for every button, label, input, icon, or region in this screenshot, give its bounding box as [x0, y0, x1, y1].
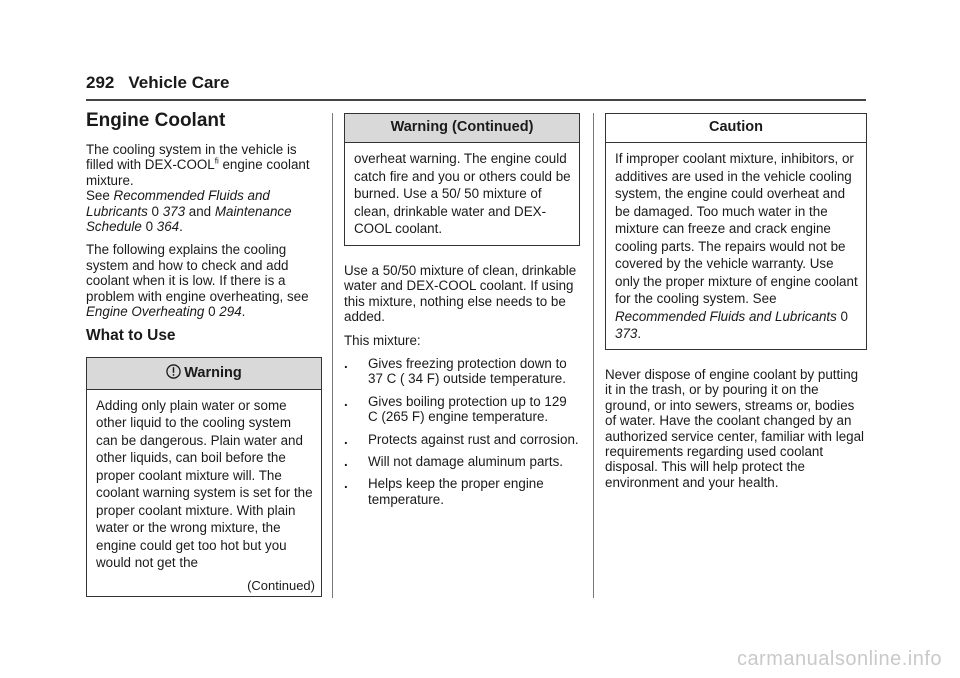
list-item: . Will not damage aluminum parts. [344, 453, 563, 469]
page-title: Engine Coolant [86, 110, 226, 131]
warning-continued-header: Warning (Continued) [345, 114, 579, 143]
list-item: . Protects against rust and corrosion. [344, 431, 579, 447]
caution-box [605, 113, 867, 350]
warning-body: Adding only plain water or some other liquid to the cooling system can be dangerous. Plain water and other liquids, can boil before the proper coolant mixture will. The coolant warning system is set for the proper coolant mixture. With plain water or the wrong mixture, the engine could get too hot but you would not get the [96, 397, 313, 571]
bullet: . [344, 453, 348, 469]
ref-link-maintenance[interactable]: Maintenance Schedule [86, 203, 292, 235]
list-item: . Helps keep the proper engine temperature. [344, 476, 544, 507]
warning-title: Warning [184, 365, 242, 382]
bullet: . [344, 393, 348, 409]
mixture-benefits-list [344, 356, 580, 507]
bullet: . [344, 476, 348, 492]
ref-link-overheating[interactable]: Engine Overheating [86, 304, 205, 320]
watermark: carmanualsonline.info [736, 648, 942, 670]
caution-body: If improper coolant mixture, inhibitors, or additives are used in the vehicle cooling system, the engine could overheat and be damaged. Too much water in the mixture can freeze and crack engine cooling parts. The repairs would not be covered by the vehicle warranty. Use only the proper mixture of engine coolant for the cooling system. See Recommended Fluids and Lubricants 0 373. [615, 151, 858, 342]
ref-link-fluids-caution[interactable]: Recommended Fluids and Lubricants [615, 308, 837, 324]
intro-paragraph: The cooling system in the vehicle is filled with DEX-$COOL^{fi}$ engine coolant mixture. See Recommended Fluids and Lubricants 0 373 and Maintenance Schedule 0 364. [86, 142, 310, 235]
column-3 [605, 113, 867, 498]
warning-box [86, 357, 322, 597]
list-item: . Gives boiling protection up to 129 C (265 F) engine temperature. [344, 393, 567, 425]
page-ref-arrow: 0 [840, 308, 848, 324]
page-number: 292 [86, 73, 115, 92]
header-rule [86, 99, 866, 101]
page-ref-arrow: 0 [208, 304, 216, 320]
column-divider-1 [332, 113, 333, 598]
list-item: . Gives freezing protection down to 37 C ( 34 F) outside temperature. [344, 355, 567, 387]
column-2 [344, 113, 580, 514]
subheading: What to Use [86, 327, 176, 345]
column-divider-2 [593, 113, 594, 598]
registered-mark: fi [214, 156, 219, 166]
page-ref-arrow: 0 [145, 219, 154, 235]
mixture-paragraph: Use a 50/50 mixture of clean, drinkable water and DEX-COOL coolant. If using this mixture, nothing else needs to be added. [344, 262, 577, 325]
page-header [86, 73, 230, 93]
page-ref-arrow: 0 [151, 203, 159, 219]
continued-label: (Continued) [247, 577, 315, 593]
mixture-label: This mixture: [344, 332, 421, 348]
bullet: . [344, 355, 348, 371]
warning-icon [166, 364, 181, 379]
warning-box-continued [344, 113, 580, 246]
section-title: Vehicle Care [128, 73, 230, 92]
caution-header: Caution [606, 114, 866, 143]
warning-continued-body: overheat warning. The engine could catch fire and you or others could be burned. Use a 50/ 50 mixture of clean, drinkable water and DEX-COOL coolant. [354, 151, 571, 237]
column-1 [86, 110, 322, 597]
bullet: . [344, 431, 348, 447]
disposal-paragraph: Never dispose of engine coolant by putting it in the trash, or by pouring it on the ground, or into sewers, streams or, bodies of water. Have the coolant changed by an authorized service center, familiar with legal requirements regarding used coolant disposal. This will help protect the environment and your health. [605, 366, 865, 490]
explain-paragraph: The following explains the cooling system and how to check and add coolant when it is low. If there is a problem with engine overheating, see Engine Overheating 0 294. [86, 242, 309, 320]
ref-link-fluids[interactable]: Recommended Fluids and Lubricants [86, 188, 270, 219]
warning-header [87, 358, 321, 389]
